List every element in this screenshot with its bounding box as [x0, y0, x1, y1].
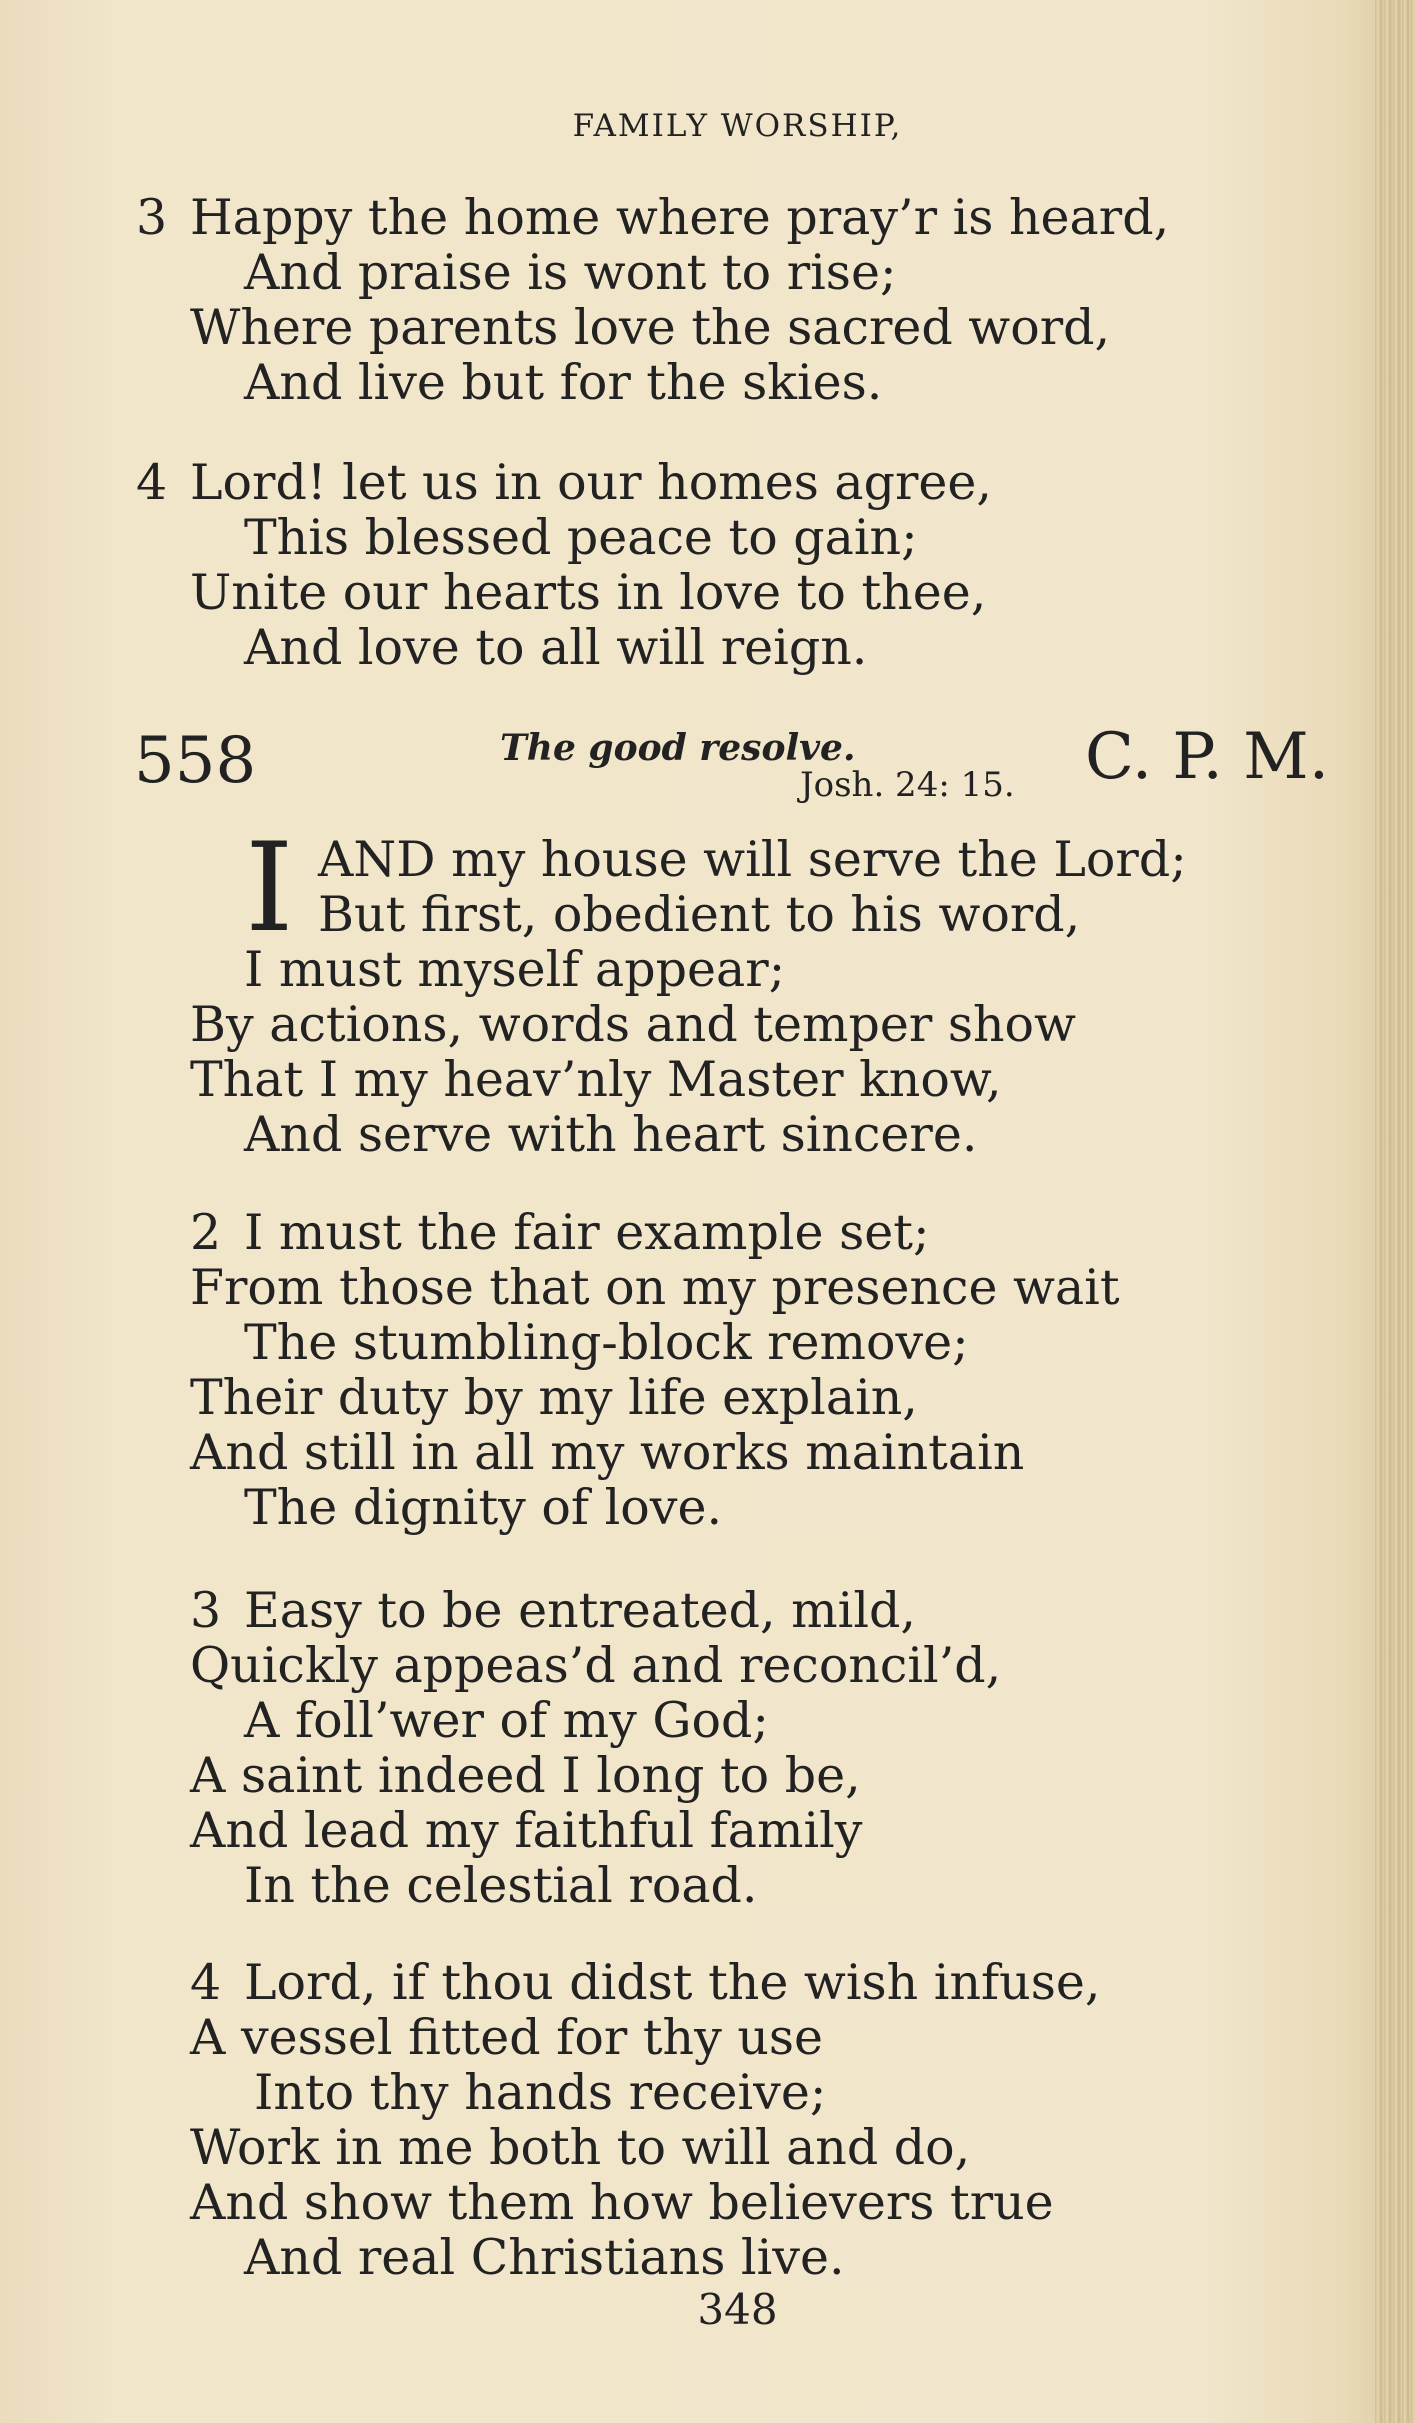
stanza-line: And real Christians live.: [244, 2229, 845, 2286]
stanza-line: The stumbling-block remove;: [244, 1314, 969, 1371]
stanza-line: The dignity of love.: [244, 1479, 723, 1536]
stanza-line: 3 Easy to be entreated, mild,: [190, 1582, 916, 1639]
stanza-line: And lead my faithful family: [190, 1802, 863, 1859]
drop-cap: I: [245, 817, 294, 960]
stanza-line: A foll’wer of my God;: [244, 1692, 769, 1749]
stanza-line: And praise is wont to rise;: [244, 244, 897, 301]
stanza-line: In the celestial road.: [244, 1857, 758, 1914]
stanza-line: Quickly appeas’d and reconcil’d,: [190, 1637, 1002, 1694]
hymn-meter: C. P. M.: [1085, 720, 1330, 794]
stanza-line: Into thy hands receive;: [254, 2064, 827, 2121]
stanza-number: 3: [136, 189, 168, 246]
stanza-3: [190, 1582, 1002, 1914]
stanza-line: A vessel fitted for thy use: [190, 2009, 824, 2066]
stanza-line: By actions, words and temper show: [190, 996, 1076, 1053]
stanza-number: 4: [190, 1954, 222, 2011]
stanza-number: 2: [190, 1204, 222, 1261]
stanza-4: [190, 1954, 1101, 2286]
stanza-line: Their duty by my life explain,: [190, 1369, 918, 1426]
stanza-line: And still in all my works maintain: [190, 1424, 1025, 1481]
stanza-line: 2 I must the fair example set;: [190, 1204, 930, 1261]
stanza-line: A saint indeed I long to be,: [190, 1747, 861, 1804]
stanza-line: And show them how believers true: [190, 2174, 1054, 2231]
hymn-scripture: Josh. 24: 15.: [800, 765, 1015, 805]
stanza-line: This blessed peace to gain;: [244, 509, 918, 566]
stanza-1-rest: [190, 941, 1076, 1163]
stanza-line: 4 Lord, if thou didst the wish infuse,: [190, 1954, 1101, 2011]
hymn-number: 558: [134, 724, 257, 798]
stanza-number: 4: [136, 454, 168, 511]
stanza-line: 4 Lord! let us in our homes agree,: [136, 454, 992, 511]
hymn-title: The good resolve.: [500, 727, 856, 769]
running-header: FAMILY WORSHIP,: [572, 108, 903, 144]
stanza-line: But first, obedient to his word,: [318, 886, 1081, 943]
stanza-line: AND my house will serve the Lord;: [318, 831, 1187, 888]
stanza-line: That I my heav’nly Master know,: [190, 1051, 1002, 1108]
stanza-line: Work in me both to will and do,: [190, 2119, 971, 2176]
page-edge: [1375, 0, 1415, 2423]
stanza-line: And love to all will reign.: [244, 619, 868, 676]
prev-stanza-4: [136, 454, 992, 676]
prev-stanza-3: [136, 189, 1170, 411]
stanza-line: 3 Happy the home where pray’r is heard,: [136, 189, 1170, 246]
stanza-line: Where parents love the sacred word,: [190, 299, 1111, 356]
page-number: 348: [697, 2285, 778, 2334]
stanza-number: 3: [190, 1582, 222, 1639]
stanza-2: [190, 1204, 1120, 1536]
stanza-line: From those that on my presence wait: [190, 1259, 1120, 1316]
stanza-line: And serve with heart sincere.: [244, 1106, 978, 1163]
stanza-line: And live but for the skies.: [244, 354, 883, 411]
stanza-line: Unite our hearts in love to thee,: [190, 564, 987, 621]
stanza-line: I must myself appear;: [244, 941, 786, 998]
